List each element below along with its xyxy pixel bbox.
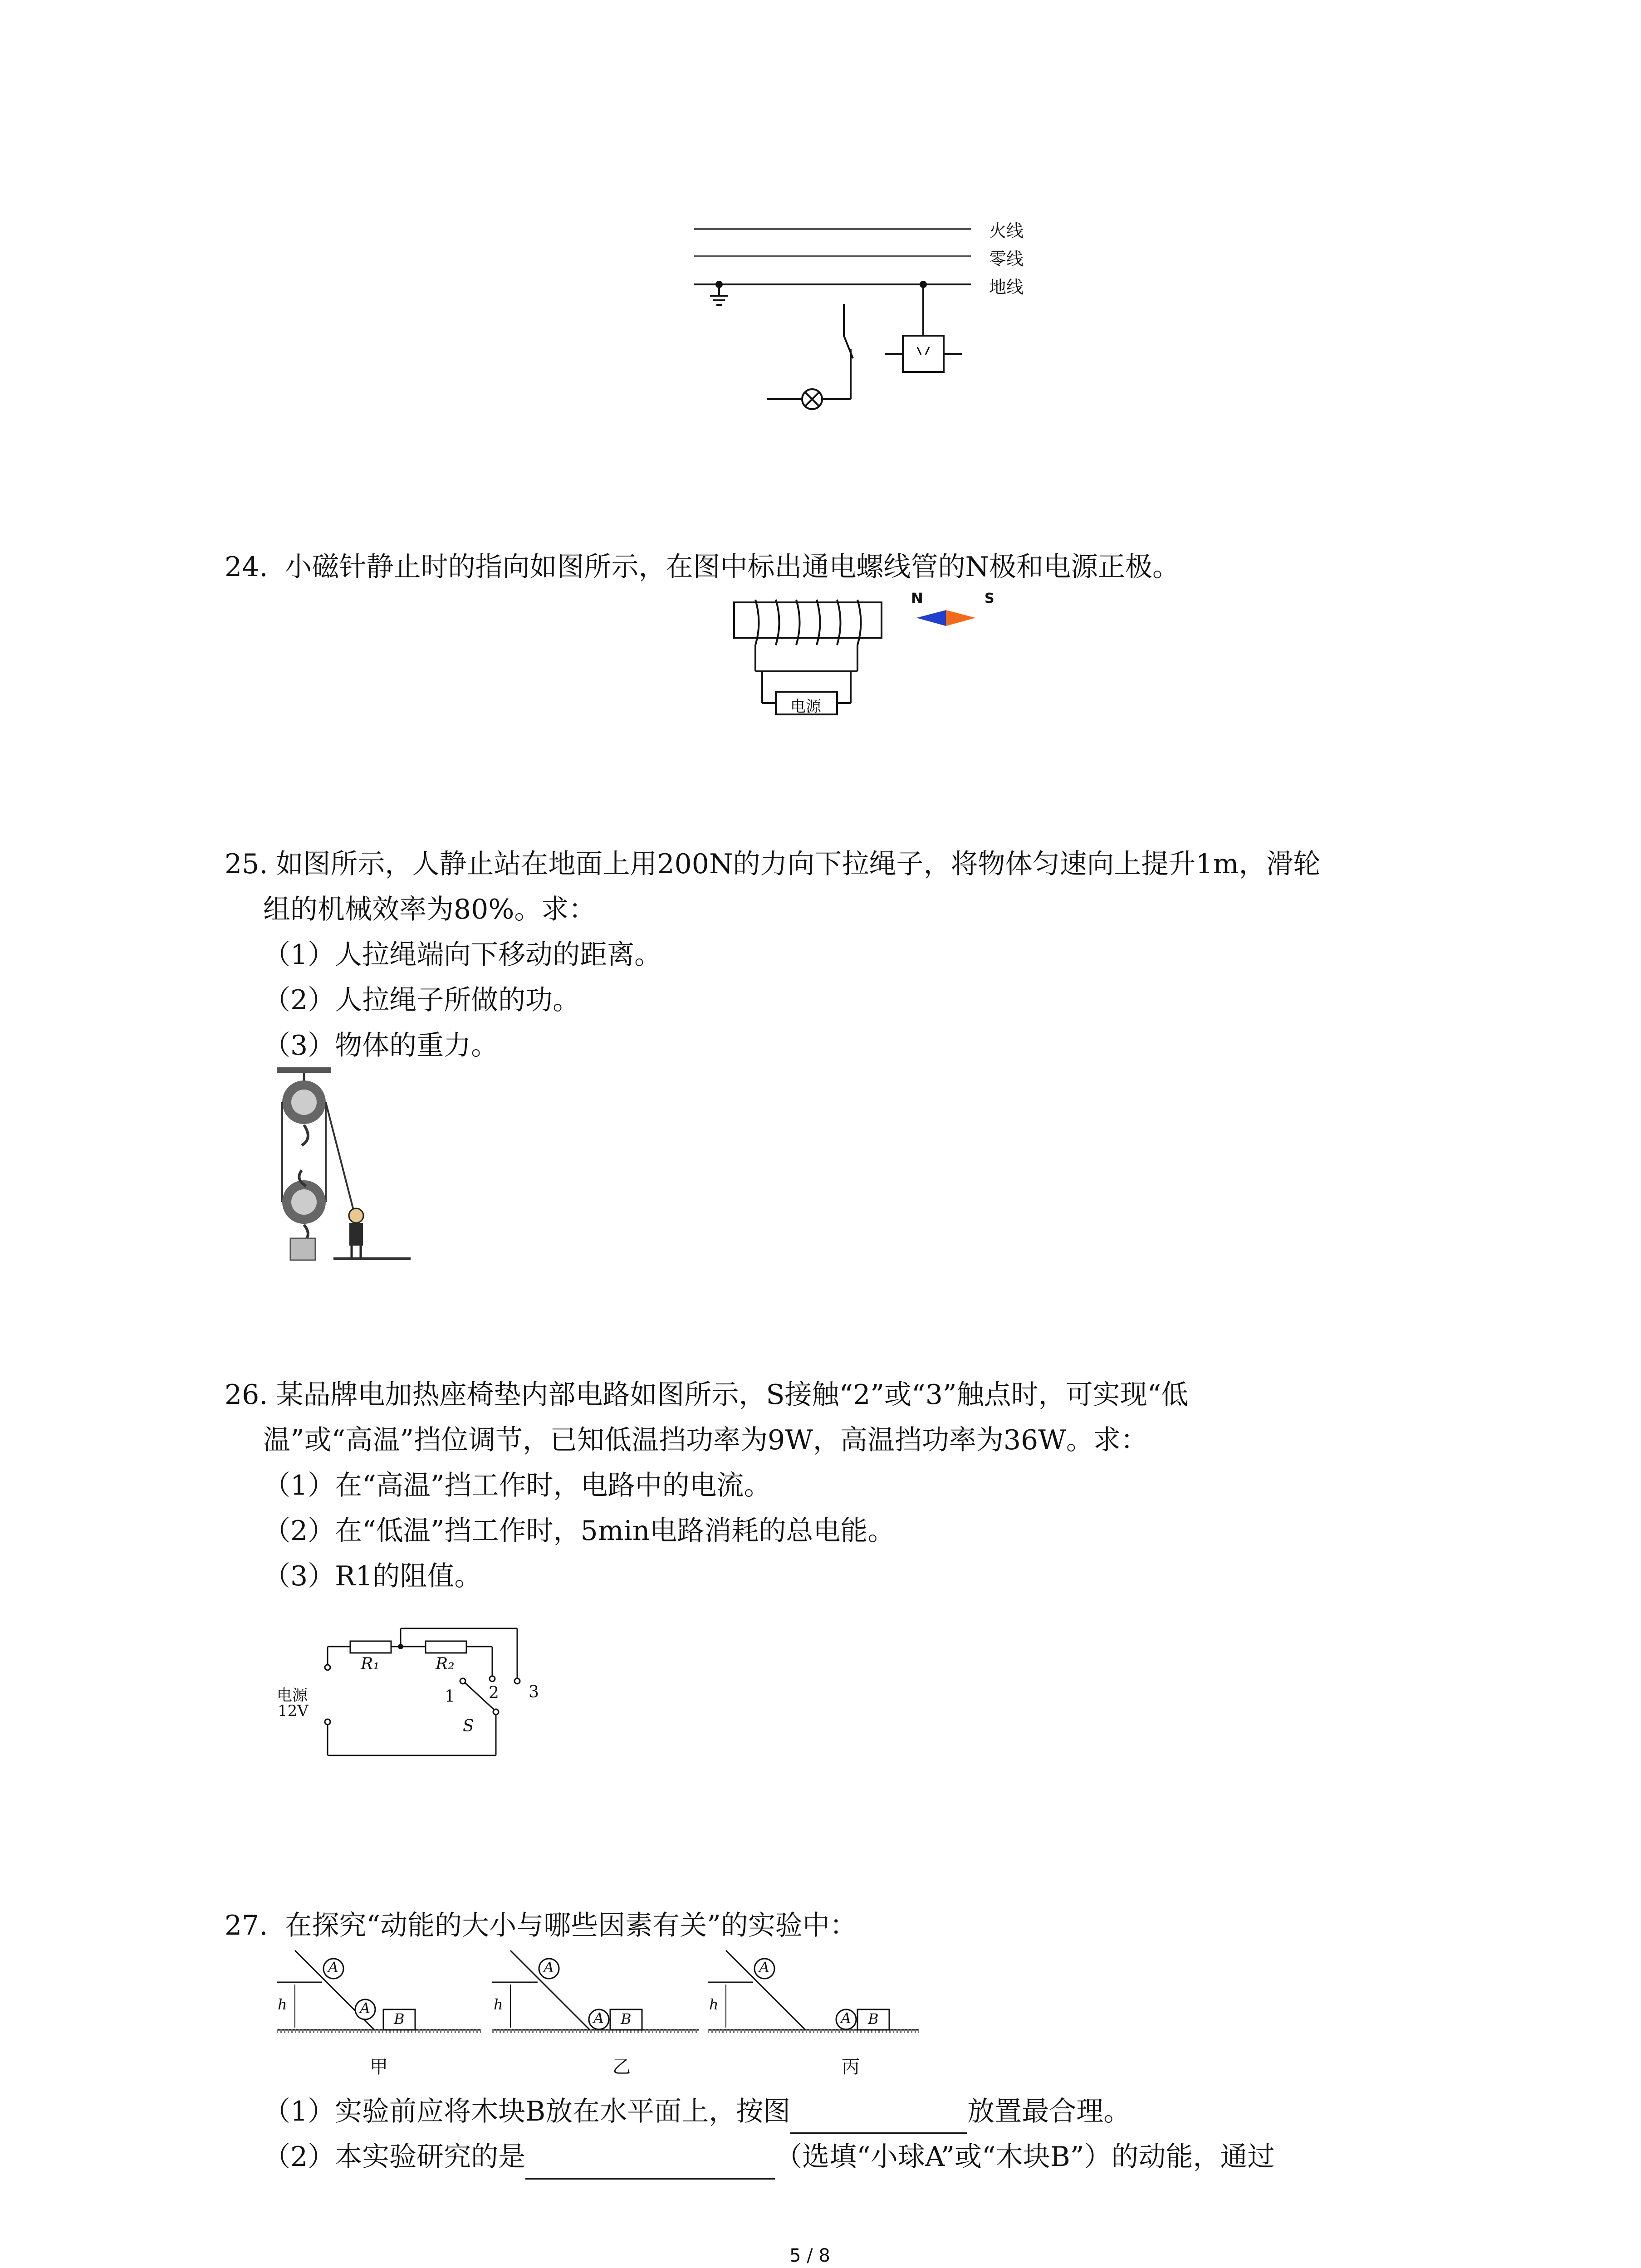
compass-needle-south <box>946 610 975 626</box>
ball-a-label: A <box>328 1959 339 1976</box>
power-source-label: 电源 <box>277 1686 308 1705</box>
compass-needle-north <box>916 610 946 626</box>
figure-pulley-system <box>274 1066 420 1261</box>
north-label: N <box>911 590 923 607</box>
block-b-label: B <box>868 2010 879 2028</box>
figure-heating-circuit <box>272 1619 554 1769</box>
question-line-1: 某品牌电加热座椅垫内部电路如图所示，S接触“2”或“3”触点时，可实现“低 <box>276 1379 1189 1411</box>
power-source-label: 电源 <box>790 698 821 716</box>
setup-jia <box>277 1950 481 2031</box>
ball-a-label: A <box>593 2009 604 2027</box>
question-number: 26. <box>225 1379 268 1411</box>
question-line-1: 如图所示，人静止站在地面上用200N的力向下拉绳子，将物体匀速向上提升1m，滑轮 <box>276 848 1321 880</box>
neutral-wire-label: 零线 <box>989 249 1024 269</box>
question-line-2: 组的机械效率为80%。求： <box>263 894 596 925</box>
block-b-label: B <box>621 2010 632 2028</box>
sub-question-text: （2）本实验研究的是 <box>263 2141 526 2173</box>
sub-question-3: （3）R1的阻值。 <box>263 1560 482 1592</box>
question-number: 25. <box>225 848 268 880</box>
figure-solenoid <box>730 590 1012 721</box>
south-label: S <box>985 591 994 606</box>
question-27 <box>225 1903 857 1948</box>
question-number: 24. <box>225 551 268 583</box>
page-number: 5 / 8 <box>789 2245 830 2266</box>
live-wire-label: 火线 <box>989 221 1024 241</box>
question-text: 小磁针静止时的指向如图所示，在图中标出通电螺线管的N极和电源正极。 <box>284 551 1180 583</box>
sub-question-1: （1）在“高温”挡工作时，电路中的电流。 <box>263 1470 771 1501</box>
answer-blank[interactable] <box>525 2146 775 2180</box>
question-24 <box>225 544 1180 590</box>
answer-blank[interactable] <box>790 2101 967 2134</box>
question-line-2: 温”或“高温”挡位调节，已知低温挡功率为9W，高温挡功率为36W。求： <box>263 1424 1148 1456</box>
sub-question-2: （2）在“低温”挡工作时，5min电路消耗的总电能。 <box>263 1515 895 1547</box>
sub-question-27-2 <box>263 2134 1275 2180</box>
contact-3-label: 3 <box>529 1683 539 1701</box>
height-h-label: h <box>709 1996 719 2013</box>
sub-question-text: （选填“小球A”或“木块B”）的动能，通过 <box>775 2141 1275 2173</box>
caption-bing: 丙 <box>842 2057 860 2077</box>
height-h-label: h <box>278 1996 287 2013</box>
sub-question-text: 放置最合理。 <box>967 2096 1131 2127</box>
switch-s-label: S <box>463 1717 474 1735</box>
ball-a-label: A <box>841 2009 852 2027</box>
contact-2-label: 2 <box>489 1684 499 1702</box>
question-number: 27. <box>225 1910 268 1941</box>
caption-yi: 乙 <box>612 2057 631 2077</box>
height-h-label: h <box>494 1996 503 2013</box>
figure-kinetic-energy-experiment <box>277 1946 921 2100</box>
question-25 <box>225 841 1321 1068</box>
sub-question-3: （3）物体的重力。 <box>263 1030 499 1061</box>
sub-question-text: （1）实验前应将木块B放在水平面上，按图 <box>263 2096 791 2127</box>
sub-question-1: （1）人拉绳端向下移动的距离。 <box>263 939 662 971</box>
sub-question-27-1 <box>263 2089 1131 2134</box>
ball-a-label: A <box>759 1959 770 1976</box>
sub-question-2: （2）人拉绳子所做的功。 <box>263 984 580 1016</box>
setup-bing <box>708 1950 919 2031</box>
resistor-r2-label: R₂ <box>436 1655 455 1673</box>
ground-wire-label: 地线 <box>989 277 1024 297</box>
figure-household-circuit <box>694 213 1084 422</box>
voltage-label: 12V <box>278 1702 309 1720</box>
question-26 <box>225 1372 1188 1599</box>
contact-1-label: 1 <box>445 1687 455 1706</box>
resistor-r1-label: R₁ <box>361 1655 380 1673</box>
caption-jia: 甲 <box>370 2057 388 2077</box>
ball-a-label: A <box>360 1999 371 2017</box>
block-b-label: B <box>394 2010 405 2028</box>
question-line-1: 在探究“动能的大小与哪些因素有关”的实验中： <box>284 1910 857 1941</box>
ball-a-label: A <box>544 1959 554 1976</box>
